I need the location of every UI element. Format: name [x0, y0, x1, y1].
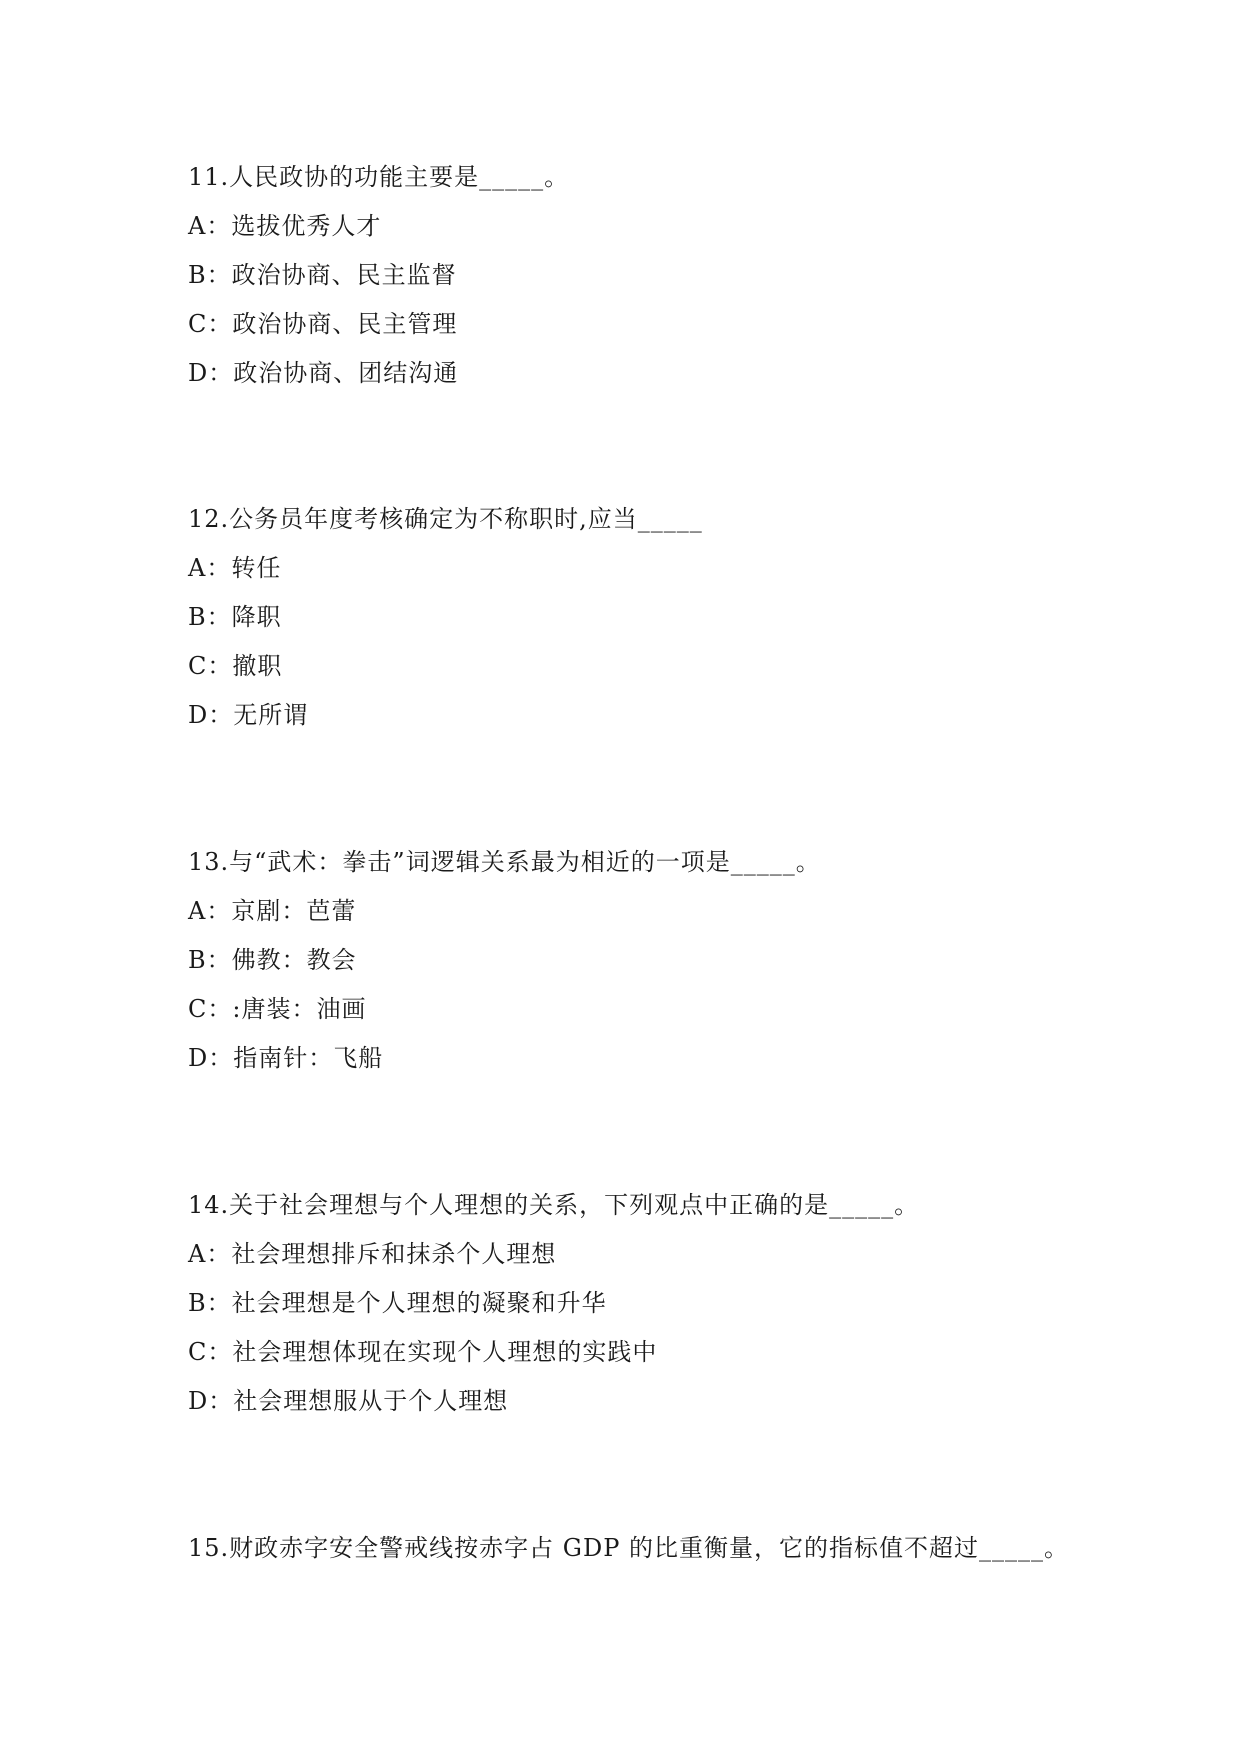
question-stem: 15.财政赤字安全警戒线按赤字占 GDP 的比重衡量，它的指标值不超过_____。	[188, 1534, 1069, 1562]
option-c: C：社会理想体现在实现个人理想的实践中	[188, 1338, 658, 1366]
option-c: C：政治协商、民主管理	[188, 310, 458, 338]
question-13	[188, 848, 1148, 1072]
question-12	[188, 505, 1148, 729]
question-11	[188, 163, 1148, 387]
option-a: A：选拔优秀人才	[188, 212, 382, 240]
question-stem: 14.关于社会理想与个人理想的关系，下列观点中正确的是_____。	[188, 1191, 920, 1219]
option-b: B：佛教：教会	[188, 946, 357, 974]
question-15	[188, 1534, 1148, 1562]
option-b: B：降职	[188, 603, 282, 631]
option-a: A：京剧：芭蕾	[188, 897, 357, 925]
option-c: C：:唐装：油画	[188, 995, 367, 1023]
option-c: C：撤职	[188, 652, 283, 680]
option-a: A：社会理想排斥和抹杀个人理想	[188, 1240, 557, 1268]
option-d: D：指南针：飞船	[188, 1044, 384, 1072]
question-stem: 11.人民政协的功能主要是_____。	[188, 163, 570, 191]
option-d: D：无所谓	[188, 701, 309, 729]
option-b: B：政治协商、民主监督	[188, 261, 457, 289]
question-stem: 12.公务员年度考核确定为不称职时,应当_____	[188, 505, 703, 533]
question-14	[188, 1191, 1148, 1415]
option-d: D：社会理想服从于个人理想	[188, 1387, 509, 1415]
option-a: A：转任	[188, 554, 282, 582]
option-b: B：社会理想是个人理想的凝聚和升华	[188, 1289, 607, 1317]
question-stem: 13.与“武术：拳击”词逻辑关系最为相近的一项是_____。	[188, 848, 821, 876]
option-d: D：政治协商、团结沟通	[188, 359, 459, 387]
